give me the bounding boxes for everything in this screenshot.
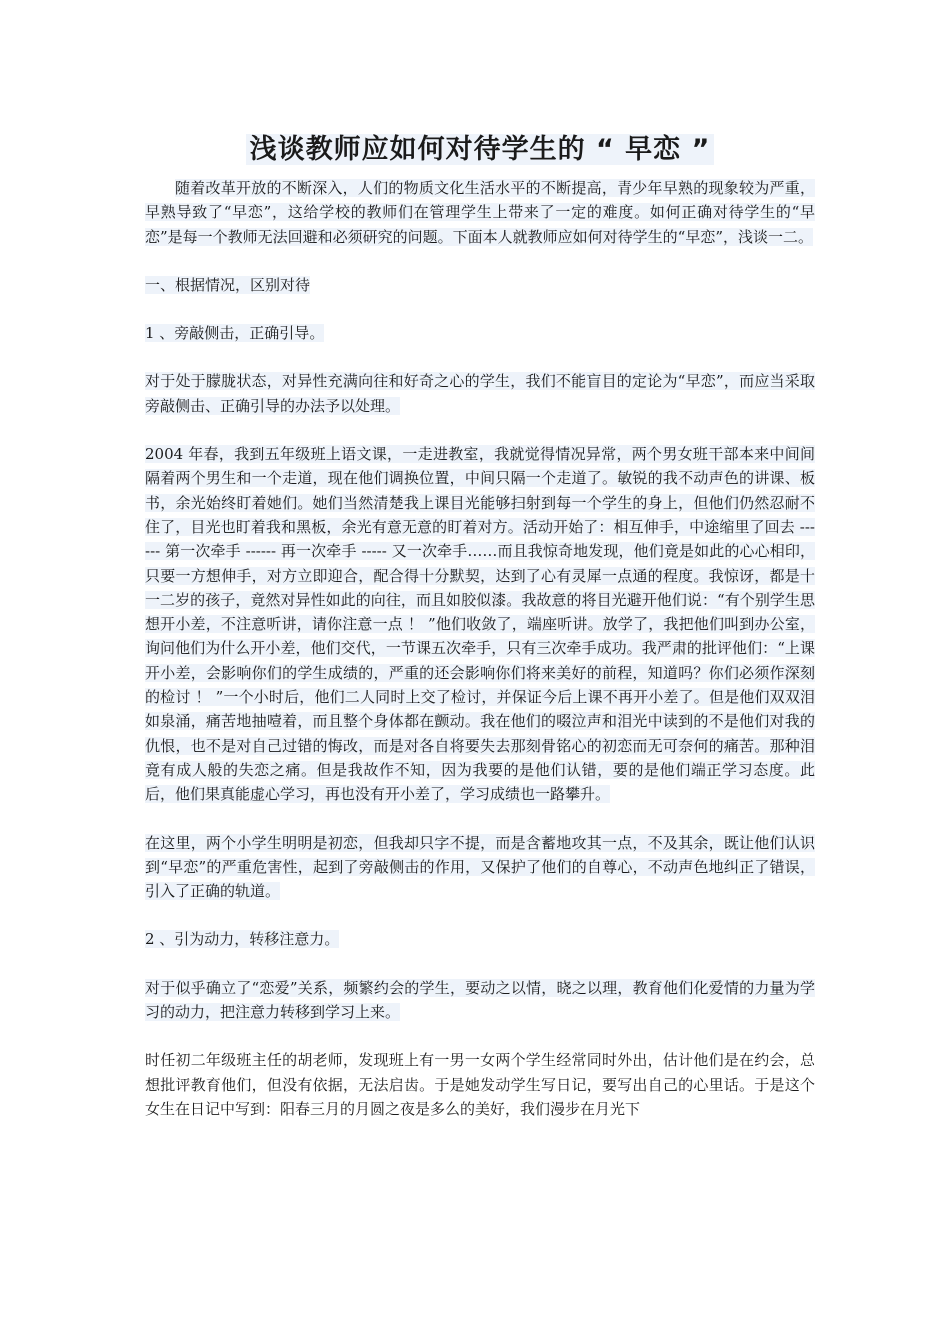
subheading-2: 2 、引为动力，转移注意力。 [145,930,340,949]
paragraph-4: 对于似乎确立了“恋爱”关系，频繁约会的学生，要动之以情，晓之以理，教育他们化爱情的力量为学习的动力，把注意力转移到学习上来。 [145,978,815,1022]
paragraph-5: 时任初二年级班主任的胡老师，发现班上有一男一女两个学生经常同时外出，估计他们是在约会，总想批评教育他们，但没有依据，无法启齿。于是她发动学生写日记，要写出自己的心里话。于是这个女生在日记中写到：阳春三月的月圆之夜是多么的美好，我们漫步在月光下 [145,1051,815,1118]
title-text: 浅谈教师应如何对待学生的 “ 早恋 ” [246,134,715,165]
section-heading-1: 一、根据情况，区别对待 [145,275,311,294]
paragraph-2: 2004 年春，我到五年级班上语文课，一走进教室，我就觉得情况异常，两个男女班干部本来中间间隔着两个男生和一个走道，现在他们调换位置，中间只隔一个走道了。敏锐的我不动声色的讲课、板书，余光始终盯着她们。她们当然清楚我上课目光能够扫射到每一个学生的身上，但他们仍然忍耐不住了，目光也盯着我和黑板，余光有意无意的盯着对方。活动开始了：相互伸手，中途缩里了回去 ------ 第一次牵手 ------ 再一次牵手 ----- 又一次牵手……而且我惊奇地发现，他们竟是如此的心心相印，只要一方想伸手，对方立即迎合，配合得十分默契，达到了心有灵犀一点通的程度。我惊讶，都是十一二岁的孩子，竟然对异性如此的向往，而且如胶似漆。我故意的将目光避开他们说：“有个别学生思想开小差，不注意听讲，请你注意一点 ！ ”他们收敛了，端座听讲。放学了，我把他们叫到办公室，询问他们为什么开小差，他们交代，一节课五次牵手，只有三次牵手成功。我严肃的批评他们：“上课开小差，会影响你们的学生成绩的，严重的还会影响你们将来美好的前程，知道吗？你们必须作深刻的检讨 ！ ”一个小时后，他们二人同时上交了检讨，并保证今后上课不再开小差了。但是他们双双泪如泉涌，痛苦地抽噎着，而且整个身体都在颤动。我在他们的啜泣声和泪光中读到的不是他们对我的仇恨，也不是对自己过错的悔改，而是对各自将要失去那刻骨铭心的初恋而无可奈何的痛苦。那种泪竟有成人般的失恋之痛。但是我故作不知，因为我要的是他们认错，要的是他们端正学习态度。此后，他们果真能虚心学习，再也没有开小差了，学习成绩也一路攀升。 [145,445,815,804]
paragraph-3: 在这里，两个小学生明明是初恋，但我却只字不提，而是含蓄地攻其一点，不及其余，既让他们认识到“早恋”的严重危害性，起到了旁敲侧击的作用，又保护了他们的自尊心，不动声色地纠正了错误，引入了正确的轨道。 [145,833,815,901]
document-page [145,132,815,1121]
document-title [145,132,815,168]
paragraph-1: 对于处于朦胧状态，对异性充满向往和好奇之心的学生，我们不能盲目的定论为“早恋”，而应当采取旁敲侧击、正确引导的办法予以处理。 [145,372,815,415]
intro-paragraph: 随着改革开放的不断深入，人们的物质文化生活水平的不断提高，青少年早熟的现象较为严重，早熟导致了“早恋”，这给学校的教师们在管理学生上带来了一定的难度。如何正确对待学生的“早恋”是每一个教师无法回避和必须研究的问题。下面本人就教师应如何对待学生的“早恋”，浅谈一二。 [145,179,815,246]
subheading-1: 1 、旁敲侧击，正确引导。 [145,324,325,343]
